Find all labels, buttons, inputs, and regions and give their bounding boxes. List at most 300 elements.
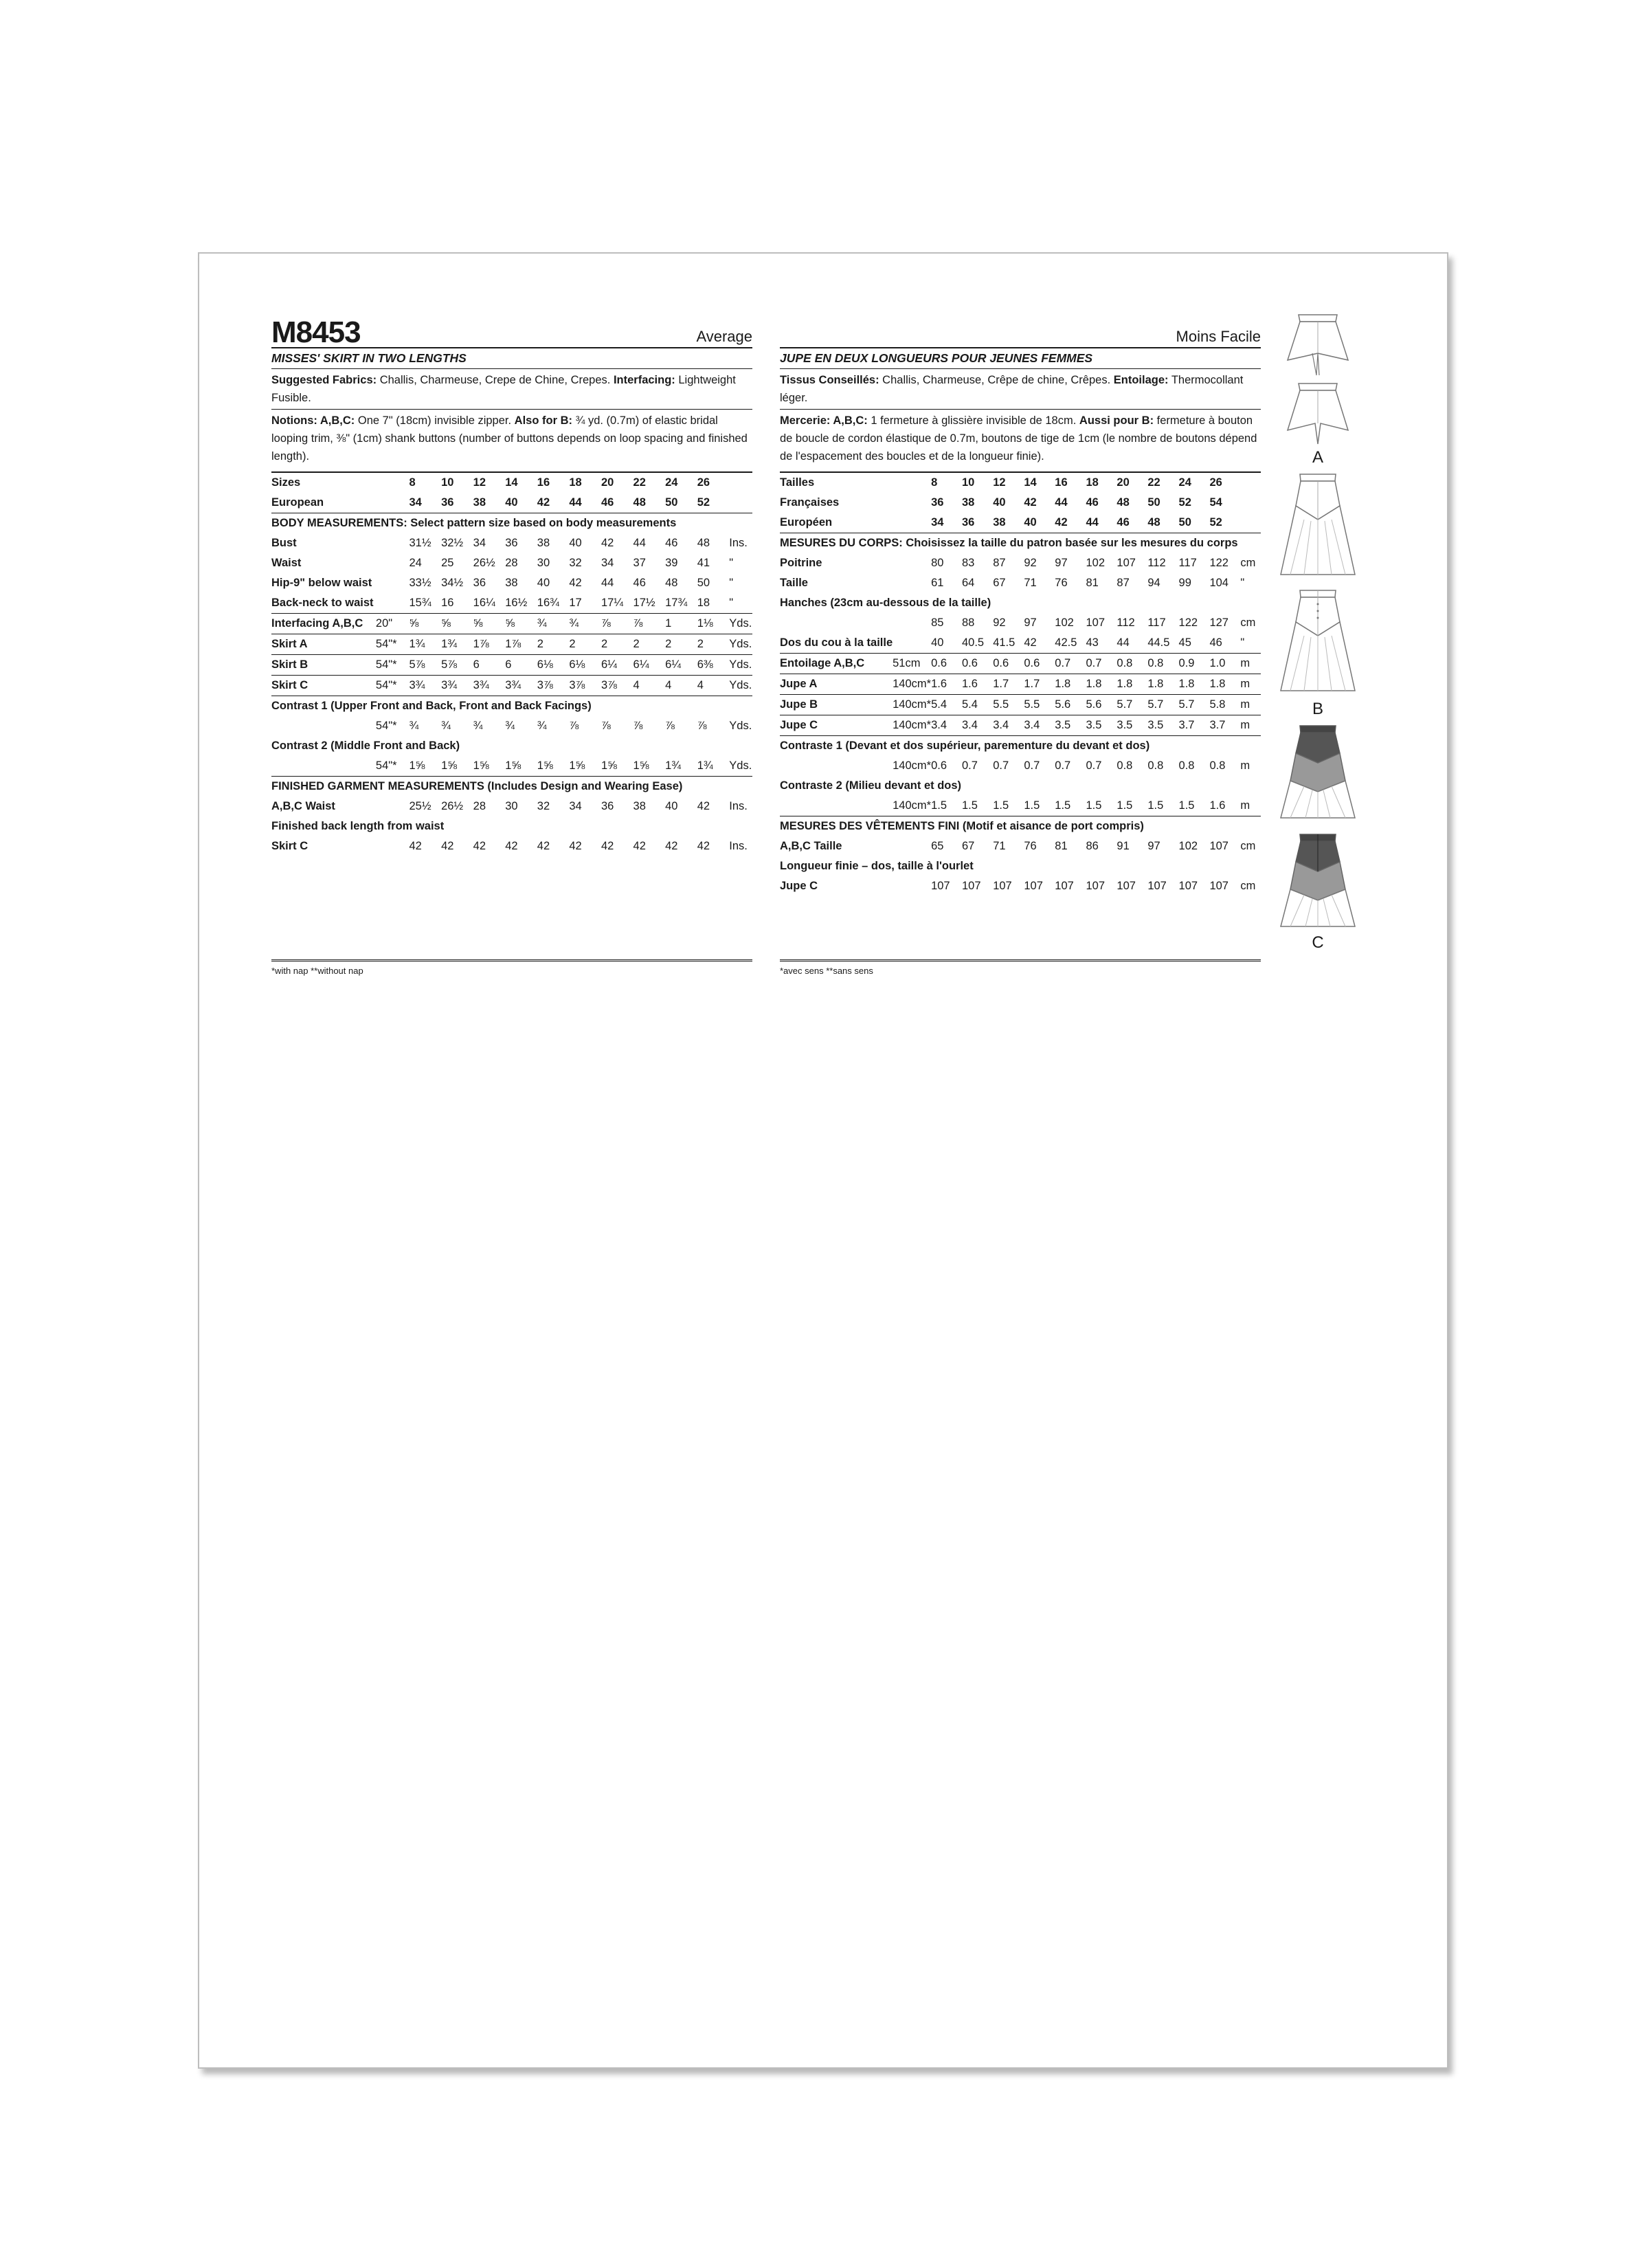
table-row <box>780 654 1261 674</box>
table-value: 6¼ <box>633 655 666 676</box>
table-value: 1.7 <box>993 674 1024 695</box>
unit: m <box>1240 674 1261 695</box>
unit: cm <box>1240 557 1256 569</box>
table-value: ⅞ <box>569 720 579 732</box>
fabric-width: 140cm* <box>893 695 931 715</box>
row-label: Sizes <box>271 472 376 493</box>
table-value: 32 <box>537 800 550 812</box>
view-sketches <box>1277 312 1359 957</box>
row-label: Back-neck to waist <box>271 597 374 609</box>
table-value: 2 <box>537 634 570 655</box>
view-c-label: C <box>1312 933 1324 952</box>
table-value: 14 <box>1024 472 1055 493</box>
table-row <box>271 836 752 856</box>
table-value: 0.8 <box>1117 654 1147 674</box>
pattern-number: M8453 <box>271 315 361 349</box>
table-value: 1⅝ <box>505 759 521 772</box>
table-value: 5⅞ <box>409 655 441 676</box>
table-value: 36 <box>473 577 486 589</box>
table-value: 107 <box>1086 880 1106 892</box>
table-value: 1¾ <box>441 634 473 655</box>
table-value: 0.7 <box>1024 759 1040 772</box>
table-value: 44.5 <box>1147 636 1170 649</box>
table-value: 42 <box>633 840 646 852</box>
fabric-width: 20" <box>376 614 410 634</box>
table-value: 16½ <box>505 597 528 609</box>
table-value: 34 <box>601 557 614 569</box>
table-value: 0.8 <box>1147 654 1178 674</box>
table-value: 81 <box>1055 840 1068 852</box>
table-value: 1.8 <box>1147 674 1178 695</box>
suggested-fabrics: Suggested Fabrics: Challis, Charmeuse, Crepe de Chine, Crepes. Interfacing: Lightweight Fusible. <box>271 374 736 404</box>
table-value: 6 <box>505 655 537 676</box>
table-value: 38 <box>537 537 550 549</box>
table-value: 50 <box>665 496 678 509</box>
row-label: Interfacing A,B,C <box>271 614 376 634</box>
table-value: 39 <box>665 557 678 569</box>
table-value: ⅞ <box>633 720 643 732</box>
table-value: 1.5 <box>962 799 978 812</box>
table-value: 40 <box>569 537 582 549</box>
row-label: Waist <box>271 557 302 569</box>
table-value: 91 <box>1117 840 1130 852</box>
table-row <box>780 593 1261 613</box>
table-value: 107 <box>1117 557 1136 569</box>
table-value: 127 <box>1209 616 1229 629</box>
table-row <box>780 472 1261 493</box>
table-value: 2 <box>665 634 697 655</box>
table-value: 45 <box>1178 636 1191 649</box>
view-a-label: A <box>1312 448 1323 467</box>
table-value: 107 <box>993 880 1012 892</box>
table-value: 102 <box>1055 616 1074 629</box>
table-value: 16 <box>1055 472 1086 493</box>
table-row <box>271 634 752 655</box>
table-value: 6⅛ <box>569 655 601 676</box>
table-value: 4 <box>665 676 697 696</box>
table-value: 18 <box>697 597 710 609</box>
table-value: 36 <box>505 537 518 549</box>
unit: m <box>1240 695 1261 715</box>
table-value: 107 <box>1209 880 1229 892</box>
table-row <box>780 736 1261 757</box>
garment-title-fr: JUPE EN DEUX LONGUEURS POUR JEUNES FEMMES <box>780 351 1093 365</box>
table-value: 34 <box>569 800 582 812</box>
notions-fr: Mercerie: A,B,C: 1 fermeture à glissière invisible de 18cm. Aussi pour B: fermeture à bouton de boucle de cordon élastique de 0.7m, boutons de tige de 1cm (le nombre de boutons dépend de l'espacement des boucles et de la longueur finie). <box>780 414 1257 463</box>
table-value: 3¾ <box>441 676 473 696</box>
table-value: 6⅜ <box>697 655 730 676</box>
table-value: 28 <box>505 557 518 569</box>
table-value: 3⅞ <box>569 676 601 696</box>
table-value: 17 <box>569 597 582 609</box>
table-value: 4 <box>633 676 666 696</box>
table-value: 1.0 <box>1209 654 1240 674</box>
suggested-fabrics-fr: Tissus Conseillés: Challis, Charmeuse, Crêpe de chine, Crêpes. Entoilage: Thermocollant léger. <box>780 374 1244 404</box>
table-value: 0.6 <box>1024 654 1055 674</box>
row-label: Skirt C <box>271 840 309 852</box>
table-value: 26½ <box>473 557 495 569</box>
table-row <box>780 796 1261 816</box>
unit: Yds. <box>729 634 752 655</box>
table-value: 71 <box>993 840 1006 852</box>
table-row <box>271 533 752 553</box>
table-value: 1.6 <box>931 674 962 695</box>
table-value: 0.8 <box>1209 759 1226 772</box>
table-value: ¾ <box>473 720 483 732</box>
row-label: Entoilage A,B,C <box>780 654 893 674</box>
table-value: 1.6 <box>962 674 993 695</box>
unit: cm <box>1240 880 1256 892</box>
table-value: 6 <box>473 655 506 676</box>
table-value: ⅞ <box>633 614 666 634</box>
table-row <box>271 493 752 513</box>
row-label: Jupe B <box>780 695 893 715</box>
table-value: 16 <box>441 597 454 609</box>
table-value: 3.7 <box>1179 715 1210 736</box>
table-value: 64 <box>962 577 975 589</box>
unit: m <box>1240 799 1250 812</box>
table-value: 3⅞ <box>537 676 570 696</box>
table-value: 52 <box>1178 496 1191 509</box>
table-value: 46 <box>665 537 678 549</box>
table-value: 0.7 <box>1055 654 1086 674</box>
table-value: 0.6 <box>962 654 993 674</box>
unit: " <box>729 577 734 589</box>
table-row <box>271 655 752 676</box>
table-value: 122 <box>1178 616 1198 629</box>
table-value: 3.7 <box>1209 715 1240 736</box>
table-value: 97 <box>1024 616 1037 629</box>
table-value: 85 <box>931 616 944 629</box>
unit: cm <box>1240 616 1256 629</box>
french-column <box>780 321 1261 896</box>
table-value: 38 <box>993 516 1006 529</box>
table-value: 5.7 <box>1117 695 1147 715</box>
fabric-width <box>893 493 931 513</box>
section-heading: FINISHED GARMENT MEASUREMENTS (Includes Design and Wearing Ease) <box>271 777 752 797</box>
table-row <box>780 695 1261 715</box>
table-value: 0.8 <box>1117 759 1133 772</box>
fabric-width: 54"* <box>376 655 410 676</box>
table-value: 1.5 <box>993 799 1009 812</box>
table-value: 36 <box>441 496 454 509</box>
row-label: Skirt A <box>271 634 376 655</box>
table-value: 107 <box>1055 880 1074 892</box>
table-value: 38 <box>505 577 518 589</box>
table-value: 16¼ <box>473 597 495 609</box>
unit <box>1240 513 1261 533</box>
table-value: 40 <box>931 636 944 649</box>
table-value: 76 <box>1024 840 1037 852</box>
table-row <box>271 756 752 777</box>
fabric-width <box>893 472 931 493</box>
table-row <box>271 593 752 614</box>
fabric-width: 54"* <box>376 676 410 696</box>
table-value: 107 <box>1086 616 1106 629</box>
table-value: 1.5 <box>1178 799 1195 812</box>
table-value: 112 <box>1117 616 1135 629</box>
footnote-fr: *avec sens **sans sens <box>780 959 1261 976</box>
table-value: ¾ <box>537 614 570 634</box>
table-value: 67 <box>993 577 1006 589</box>
measurement-table-fr <box>780 471 1261 896</box>
table-value: ⅞ <box>697 720 707 732</box>
skirt-a-front-sketch <box>1277 312 1359 381</box>
table-value: ⅝ <box>409 614 441 634</box>
table-row <box>271 716 752 736</box>
table-value: 0.6 <box>931 654 962 674</box>
row-label <box>271 756 376 777</box>
unit: " <box>1240 636 1245 649</box>
unit: Yds. <box>729 614 752 634</box>
row-label: European <box>271 496 324 509</box>
table-value: 2 <box>601 634 633 655</box>
table-value: 5.6 <box>1086 695 1117 715</box>
table-value: 26½ <box>441 800 464 812</box>
table-value: 42 <box>665 840 678 852</box>
fabric-width <box>893 613 931 633</box>
fabric-width: 140cm* <box>893 674 931 695</box>
table-value: 42.5 <box>1055 636 1077 649</box>
unit: Yds. <box>729 655 752 676</box>
table-value: 5.7 <box>1147 695 1178 715</box>
section-heading: Contraste 1 (Devant et dos supérieur, parementure du devant et dos) <box>780 736 1261 757</box>
table-value: 1.8 <box>1117 674 1147 695</box>
table-value: 122 <box>1209 557 1229 569</box>
unit: " <box>729 597 734 609</box>
fabric-width <box>376 573 410 593</box>
table-value: 42 <box>441 840 454 852</box>
table-value: 5.4 <box>962 695 993 715</box>
table-value: 107 <box>1117 880 1136 892</box>
table-value: 36 <box>962 516 975 529</box>
table-value: 44 <box>569 496 582 509</box>
table-value: 42 <box>409 840 422 852</box>
table-value: 26 <box>1209 472 1240 493</box>
table-row <box>271 676 752 696</box>
table-row <box>271 797 752 816</box>
table-row <box>780 715 1261 736</box>
table-value: 6¼ <box>601 655 633 676</box>
section-heading: MESURES DES VÊTEMENTS FINI (Motif et aisance de port compris) <box>780 816 1261 837</box>
table-row <box>271 513 752 534</box>
table-value: 0.7 <box>1086 759 1102 772</box>
table-value: 3¾ <box>473 676 506 696</box>
table-value: 42 <box>569 577 582 589</box>
table-value: 102 <box>1178 840 1198 852</box>
table-value: 40.5 <box>962 636 985 649</box>
table-value: ⅝ <box>505 614 537 634</box>
section-heading: Hanches (23cm au-dessous de la taille) <box>780 597 991 609</box>
table-value: 76 <box>1055 577 1068 589</box>
table-value: 42 <box>601 840 614 852</box>
english-column <box>271 315 752 856</box>
table-value: ⅝ <box>441 614 473 634</box>
fabric-width <box>376 797 410 816</box>
table-value: ⅞ <box>601 614 633 634</box>
table-value: 5⅞ <box>441 655 473 676</box>
unit: Ins. <box>729 840 748 852</box>
table-value: 43 <box>1086 636 1099 649</box>
table-value: 44 <box>601 577 614 589</box>
table-value: 2 <box>697 634 730 655</box>
table-value: 16¾ <box>537 597 559 609</box>
table-value: 10 <box>962 472 993 493</box>
table-value: 38 <box>473 496 486 509</box>
table-value: 36 <box>931 496 944 509</box>
table-value: 1⅞ <box>505 634 537 655</box>
table-value: 48 <box>665 577 678 589</box>
section-heading: MESURES DU CORPS: Choisissez la taille du patron basée sur les mesures du corps <box>780 533 1261 554</box>
fabric-width <box>376 533 410 553</box>
fabric-width <box>893 633 931 654</box>
row-label: Dos du cou à la taille <box>780 636 893 649</box>
fabric-width: 54"* <box>375 720 397 732</box>
table-value: 44 <box>1117 636 1130 649</box>
table-value: 3.5 <box>1086 715 1117 736</box>
table-value: 33½ <box>409 577 431 589</box>
table-value: 67 <box>962 840 975 852</box>
row-label: A,B,C Waist <box>271 800 335 812</box>
table-value: 41 <box>697 557 710 569</box>
table-value: 40 <box>665 800 678 812</box>
table-value: 94 <box>1147 577 1160 589</box>
row-label: Jupe C <box>780 715 893 736</box>
table-value: 34 <box>409 496 422 509</box>
table-value: 107 <box>1209 840 1229 852</box>
table-value: 40 <box>505 496 518 509</box>
row-label: Poitrine <box>780 557 822 569</box>
table-value: 17¼ <box>601 597 624 609</box>
table-value: 12 <box>473 472 506 493</box>
footnote-en: *with nap **without nap <box>271 959 752 976</box>
section-heading: BODY MEASUREMENTS: Select pattern size based on body measurements <box>271 513 752 534</box>
row-label <box>271 716 376 736</box>
table-value: 34 <box>473 537 486 549</box>
table-value: 3⅞ <box>601 676 633 696</box>
table-value: 6¼ <box>665 655 697 676</box>
unit: cm <box>1240 840 1256 852</box>
fabric-width <box>893 836 931 856</box>
table-value: 92 <box>1024 557 1037 569</box>
table-value: 0.6 <box>993 654 1024 674</box>
table-value: 1.7 <box>1024 674 1055 695</box>
table-value: 42 <box>537 840 550 852</box>
table-value: 117 <box>1147 616 1166 629</box>
table-value: 3¾ <box>505 676 537 696</box>
table-value: ¾ <box>569 614 601 634</box>
table-row <box>271 553 752 573</box>
table-value: 3.5 <box>1147 715 1178 736</box>
fabric-width: 51cm <box>893 654 931 674</box>
table-value: 48 <box>1117 496 1130 509</box>
fabric-width <box>376 593 410 614</box>
table-value: 30 <box>537 557 550 569</box>
table-value: 1⅝ <box>537 759 553 772</box>
row-label: Jupe A <box>780 674 893 695</box>
unit: Yds. <box>729 759 752 772</box>
table-value: 38 <box>962 496 975 509</box>
row-label: Tailles <box>780 472 893 493</box>
row-label <box>780 796 893 816</box>
table-value: 107 <box>1024 880 1043 892</box>
table-value: 3.4 <box>931 715 962 736</box>
table-row <box>780 553 1261 573</box>
table-value: 1 <box>665 614 697 634</box>
unit: Ins. <box>729 800 748 812</box>
unit: Yds. <box>729 720 752 732</box>
unit <box>729 493 752 513</box>
table-value: 99 <box>1178 577 1191 589</box>
table-value: 1.5 <box>1117 799 1133 812</box>
table-value: 0.7 <box>1055 759 1071 772</box>
table-value: 102 <box>1086 557 1106 569</box>
table-value: 5.8 <box>1209 695 1240 715</box>
table-value: 107 <box>931 880 950 892</box>
table-value: 0.7 <box>1086 654 1117 674</box>
table-value: ⅝ <box>473 614 506 634</box>
fabric-width <box>376 493 410 513</box>
unit <box>729 472 752 493</box>
table-value: 87 <box>993 557 1006 569</box>
table-value: 46 <box>601 496 614 509</box>
table-value: 16 <box>537 472 570 493</box>
table-row <box>780 756 1261 776</box>
table-value: 87 <box>1117 577 1130 589</box>
table-value: 0.7 <box>962 759 978 772</box>
table-value: 88 <box>962 616 975 629</box>
row-label <box>780 613 893 633</box>
unit: m <box>1240 715 1261 736</box>
table-value: 34 <box>931 516 944 529</box>
header-en <box>271 315 752 349</box>
table-value: 31½ <box>409 537 431 549</box>
table-row <box>780 836 1261 856</box>
table-value: 3.5 <box>1055 715 1086 736</box>
unit <box>1240 493 1261 513</box>
table-row <box>780 513 1261 533</box>
table-value: 46 <box>1086 496 1099 509</box>
measurement-table-en <box>271 471 752 856</box>
table-row <box>271 736 752 756</box>
table-value: 54 <box>1209 496 1222 509</box>
table-value: 92 <box>993 616 1006 629</box>
table-value: 24 <box>409 557 422 569</box>
fabric-width <box>376 836 410 856</box>
table-value: 5.6 <box>1055 695 1086 715</box>
table-value: 14 <box>505 472 537 493</box>
garment-title: MISSES' SKIRT IN TWO LENGTHS <box>271 351 467 365</box>
row-label: Européen <box>780 516 833 529</box>
table-value: 22 <box>633 472 666 493</box>
table-value: 81 <box>1086 577 1099 589</box>
table-value: 17½ <box>633 597 655 609</box>
table-value: 32½ <box>441 537 464 549</box>
table-value: 3.4 <box>962 715 993 736</box>
difficulty-level-fr: Moins Facile <box>1176 328 1261 345</box>
table-value: ⅞ <box>665 720 675 732</box>
table-value: 1.8 <box>1086 674 1117 695</box>
fabric-width <box>893 876 931 896</box>
table-value: 65 <box>931 840 944 852</box>
table-value: 34½ <box>441 577 464 589</box>
table-value: 107 <box>1178 880 1198 892</box>
table-value: 1⅛ <box>697 614 730 634</box>
table-row <box>780 533 1261 554</box>
table-value: 1⅝ <box>409 759 425 772</box>
fabric-width: 140cm* <box>893 799 932 812</box>
table-row <box>780 856 1261 876</box>
